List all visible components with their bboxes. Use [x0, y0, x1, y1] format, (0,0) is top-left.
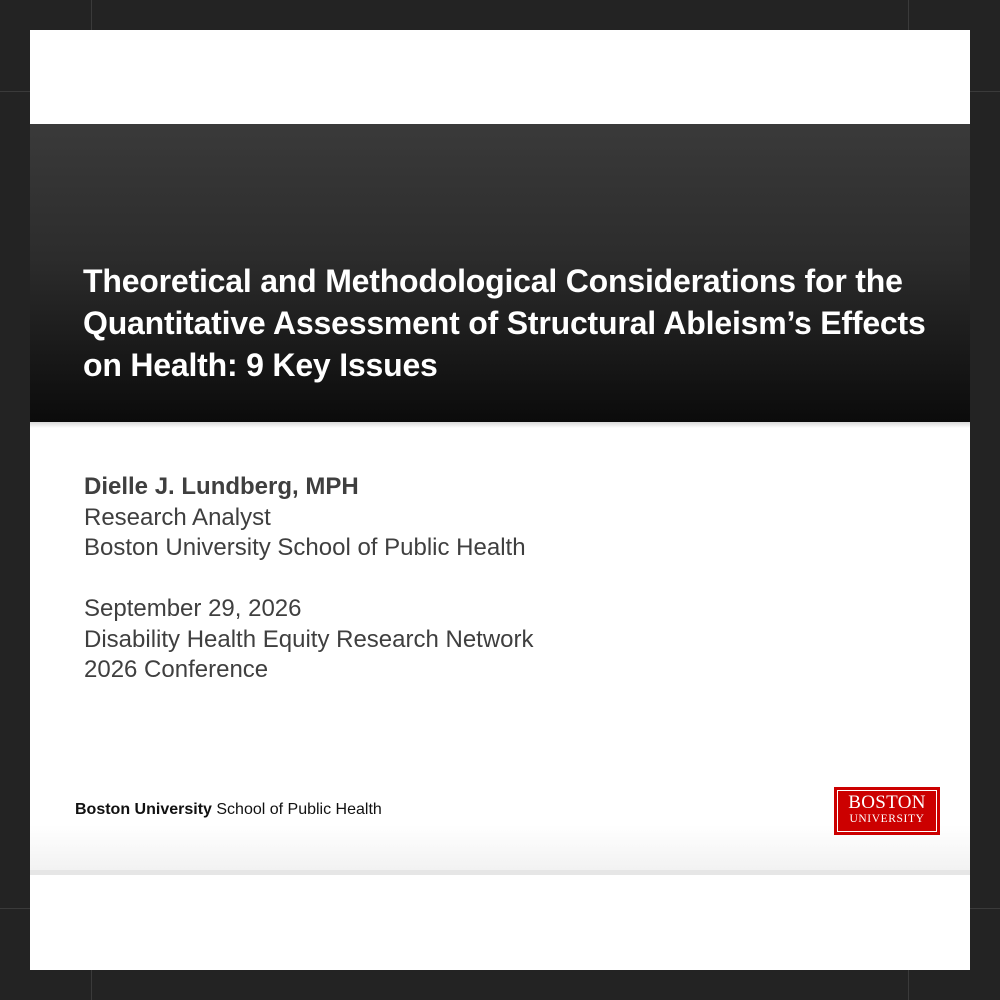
frame-guide-line	[91, 970, 92, 1000]
frame-guide-line	[0, 91, 30, 92]
logo-frame	[837, 790, 937, 832]
logo-line-university: UNIVERSITY	[849, 813, 925, 825]
presenter-affiliation: Boston University School of Public Health	[84, 534, 526, 561]
event-date: September 29, 2026	[84, 595, 302, 622]
event-organization: Disability Health Equity Research Network	[84, 625, 534, 653]
footer-institution	[75, 800, 382, 820]
footer-rule	[30, 870, 970, 875]
frame-guide-line	[908, 0, 909, 30]
frame-guide-line	[970, 908, 1000, 909]
boston-university-logo	[834, 787, 940, 835]
spacer	[84, 564, 784, 595]
logo-line-boston: BOSTON	[848, 792, 926, 813]
presenter-block	[84, 472, 784, 686]
footer-band	[30, 770, 970, 870]
event-conference: 2026 Conference	[84, 656, 269, 683]
frame-guide-line	[908, 970, 909, 1000]
slide-page	[30, 30, 970, 970]
frame-guide-line	[0, 908, 30, 909]
frame-guide-line	[970, 91, 1000, 92]
title-band-edge	[30, 422, 970, 428]
presenter-role: Research Analyst	[84, 503, 271, 531]
presenter-name: Dielle J. Lundberg, MPH	[84, 473, 359, 500]
slide-title: Theoretical and Methodological Considerations for the Quantitative Assessment of Structural Ableism’s Effects on Health: 9 Key Issues	[83, 263, 926, 383]
footer-institution-rest: School of Public Health	[216, 801, 382, 818]
footer-institution-bold: Boston University	[75, 801, 212, 818]
frame-guide-line	[91, 0, 92, 30]
